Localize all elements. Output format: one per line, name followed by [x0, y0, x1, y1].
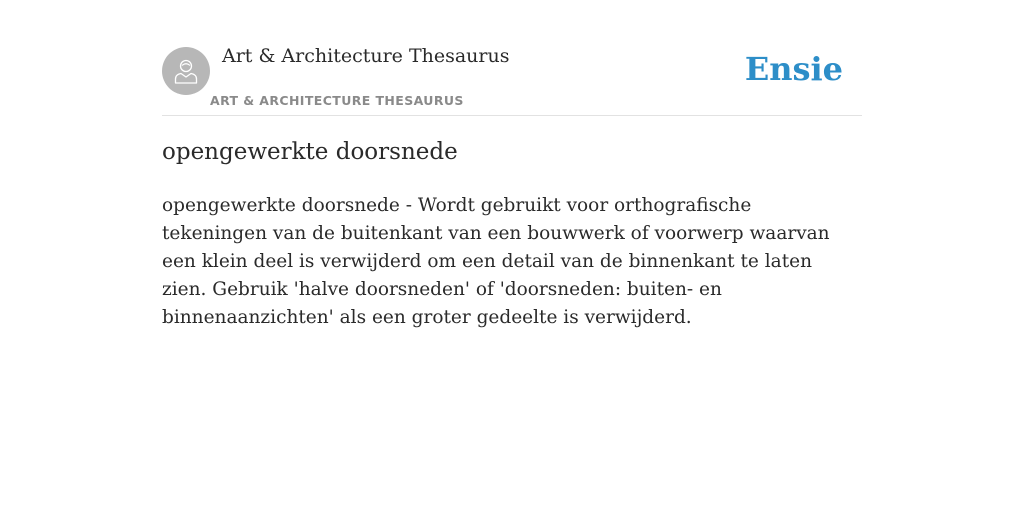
ensie-logo[interactable]: Ensie [744, 50, 843, 88]
header-divider [162, 115, 862, 116]
avatar[interactable] [162, 47, 210, 95]
entry-term: opengewerkte doorsnede [162, 139, 458, 165]
source-subtitle[interactable]: ART & ARCHITECTURE THESAURUS [210, 93, 464, 108]
entry-definition: opengewerkte doorsnede - Wordt gebruikt voor orthografische tekeningen van de buitenkant van een bouwwerk of voorwerp waarvan een klein deel is verwijderd om een detail van de binnenkant te laten zien. Gebruik 'halve doorsneden' of 'doorsneden: buiten- en binnenaanzichten' als een groter gedeelte is verwijderd. [162, 195, 830, 328]
user-outline-icon [171, 56, 201, 86]
source-title[interactable]: Art & Architecture Thesaurus [222, 45, 510, 67]
